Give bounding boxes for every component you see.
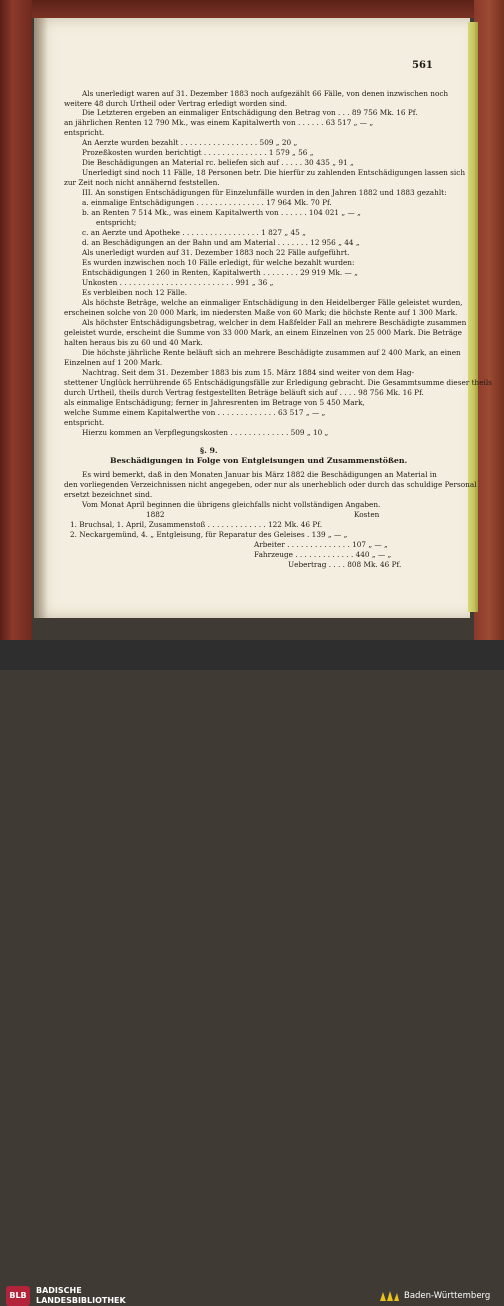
text-line: Kosten [354, 510, 380, 519]
text-line: 1882 [146, 510, 165, 519]
text-line: Die höchste jährliche Rente beläuft sich an mehrere Beschädigte zusammen auf 2 400 Mark, an einen [82, 348, 461, 357]
text-line: erscheinen solche von 20 000 Mark, im niedersten Maße von 60 Mark; die höchste Rente auf 1 300 Mark. [64, 308, 458, 317]
text-line: Als höchster Entschädigungsbetrag, welcher in dem Haßfelder Fall an mehrere Beschädigte zusammen [82, 318, 467, 327]
text-line: an jährlichen Renten 12 790 Mk., was einem Kapitalwerth von . . . . . . 63 517 „ — „ [64, 118, 374, 127]
text-line: §. 9. [200, 446, 218, 455]
text-line: 2. Neckargemünd, 4. „ Entgleisung, für Reparatur des Geleises . 139 „ — „ [70, 530, 348, 539]
book-scan [0, 0, 504, 640]
text-line: Unerledigt sind noch 11 Fälle, 18 Personen betr. Die hierfür zu zahlenden Entschädigungen lassen sich [82, 168, 466, 177]
text-line: Vom Monat April beginnen die übrigens gleichfalls nicht vollständigen Angaben. [82, 500, 381, 509]
text-line: halten heraus bis zu 60 und 40 Mark. [64, 338, 203, 347]
text-line: entspricht; [96, 218, 137, 227]
text-line: Fahrzeuge . . . . . . . . . . . . . 440 „ — „ [254, 550, 392, 559]
text-line: Als unerledigt waren auf 31. Dezember 1883 noch aufgezählt 66 Fälle, von denen inzwischen noch [82, 89, 449, 98]
text-line: Die Letzteren ergeben an einmaliger Entschädigung den Betrag von . . . 89 756 Mk. 16 Pf. [82, 108, 418, 117]
text-line: Als unerledigt wurden auf 31. Dezember 1883 noch 22 Fälle aufgeführt. [82, 248, 350, 257]
text-line: stettener Unglück herrührende 65 Entschädigungsfälle zur Erledigung gebracht. Die Gesammtsumme dieser theils [64, 378, 492, 387]
text-line: entspricht. [64, 128, 105, 137]
viewer-footer [0, 640, 504, 1305]
page-gutter [34, 18, 48, 618]
text-line: Es verbleiben noch 12 Fälle. [82, 288, 188, 297]
text-line: Es wird bemerkt, daß in den Monaten Januar bis März 1882 die Beschädigungen an Material in [82, 470, 437, 479]
blb-logo[interactable]: BLB [6, 1286, 30, 1306]
text-line: Die Beschädigungen an Material rc. beliefen sich auf . . . . . 30 435 „ 91 „ [82, 158, 354, 167]
institution-name-line2: LANDESBIBLIOTHEK [36, 1296, 126, 1305]
text-line: entspricht. [64, 418, 105, 427]
text-line: welche Summe einem Kapitalwerthe von . . . . . . . . . . . . . 63 517 „ — „ [64, 408, 326, 417]
book-cover-left [0, 0, 32, 640]
text-line: III. An sonstigen Entschädigungen für Einzelunfälle wurden in den Jahren 1882 und 1883 gezahlt: [82, 188, 447, 197]
text-line: Prozeßkosten wurden berichtigt . . . . . . . . . . . . . . 1 579 „ 56 „ [82, 148, 314, 157]
text-line: durch Urtheil, theils durch Vertrag festgestellten Beträge beläuft sich auf . . . . 98 756 Mk. 16 Pf. [64, 388, 424, 397]
text-line: Entschädigungen 1 260 in Renten, Kapitalwerth . . . . . . . . 29 919 Mk. — „ [82, 268, 358, 277]
text-line: Als höchste Beträge, welche an einmaliger Entschädigung in den Heidelberger Fälle geleistet wurden, [82, 298, 463, 307]
partner-name: Baden-Württemberg [404, 1291, 491, 1301]
text-line: a. einmalige Entschädigungen . . . . . . . . . . . . . . . 17 964 Mk. 70 Pf. [82, 198, 332, 207]
text-line: b. an Renten 7 514 Mk., was einem Kapitalwerth von . . . . . . 104 021 „ — „ [82, 208, 361, 217]
page-edge [468, 22, 478, 612]
text-line: Beschädigungen in Folge von Entgleisungen und Zusammenstößen. [110, 456, 408, 465]
text-line: 1. Bruchsal, 1. April, Zusammenstoß . . . . . . . . . . . . . 122 Mk. 46 Pf. [70, 520, 323, 529]
text-line: Unkosten . . . . . . . . . . . . . . . . . . . . . . . . . 991 „ 36 „ [82, 278, 274, 287]
book-cover-top [0, 0, 504, 18]
text-line: Einzelnen auf 1 200 Mark. [64, 358, 163, 367]
institution-name-line1: BADISCHE [36, 1286, 82, 1295]
text-line: zur Zeit noch nicht annähernd feststellen. [64, 178, 220, 187]
book-cover-right [474, 0, 504, 640]
text-line: als einmalige Entschädigung; ferner in Jahresrenten im Betrage von 5 450 Mark, [64, 398, 365, 407]
text-line: Nachtrag. Seit dem 31. Dezember 1883 bis zum 15. März 1884 sind weiter von dem Hag- [82, 368, 415, 377]
text-line: Hierzu kommen an Verpflegungskosten . . . . . . . . . . . . . 509 „ 10 „ [82, 428, 329, 437]
text-line: ersetzt bezeichnet sind. [64, 490, 153, 499]
text-line: Uebertrag . . . . 808 Mk. 46 Pf. [288, 560, 402, 569]
text-line: An Aerzte wurden bezahlt . . . . . . . . . . . . . . . . . 509 „ 20 „ [82, 138, 298, 147]
text-line: den vorliegenden Verzeichnissen nicht angegeben, oder nur als unerheblich oder durch das schuldige Personal [64, 480, 477, 489]
baden-wuerttemberg-lions-icon [378, 1289, 400, 1303]
text-line: d. an Beschädigungen an der Bahn und am Material . . . . . . . 12 956 „ 44 „ [82, 238, 360, 247]
text-line: geleistet wurde, erscheint die Summe von 33 000 Mark, an einem Einzelnen von 25 000 Mark. Die Beträge [64, 328, 462, 337]
text-line: weitere 48 durch Urtheil oder Vertrag erledigt worden sind. [64, 99, 288, 108]
text-line: Es wurden inzwischen noch 10 Fälle erledigt, für welche bezahlt wurden: [82, 258, 355, 267]
page-number: 561 [412, 60, 433, 71]
text-line: c. an Aerzte und Apotheke . . . . . . . . . . . . . . . . . 1 827 „ 45 „ [82, 228, 306, 237]
text-line: Arbeiter . . . . . . . . . . . . . . 107 „ — „ [254, 540, 388, 549]
